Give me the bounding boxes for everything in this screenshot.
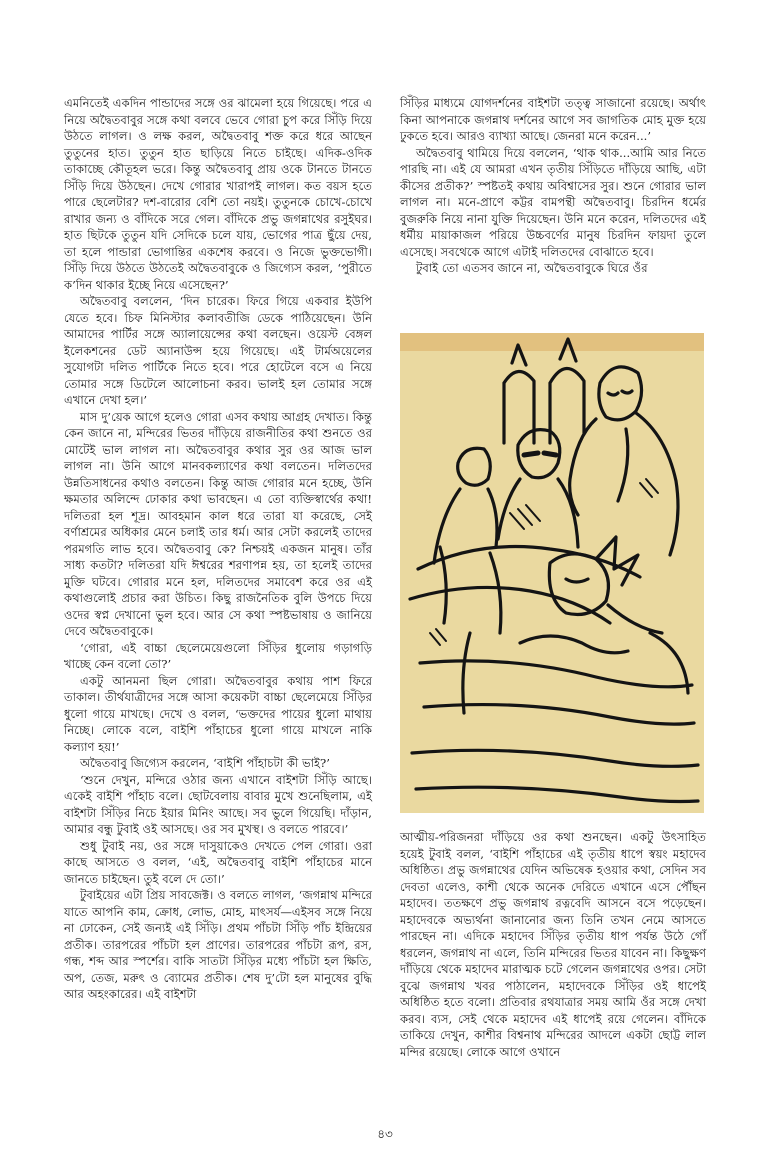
paragraph: টুবাইয়ের এটা প্রিয় সাবজেক্ট। ও বলতে লাগল, ‘জগন্নাথ মন্দিরে যাতে আপনি কাম, ক্রোধ, লোভ, মোহ, মাৎসর্য—এইসব সঙ্গে নিয়ে না ঢোকেন, সেই জন্যই এই সিঁড়ি। প্রথম পাঁচটা সিঁড়ি পাঁচ ইন্দ্রিয়ের প্রতীক। তারপরের পাঁচটা হল প্রাণের। তারপরের পাঁচটা রূপ, রস, গন্ধ, শব্দ আর স্পর্শের। বাকি সাতটা সিঁড়ির মধ্যে পাঁচটা হল ক্ষিতি, অপ, তেজ, মরুৎ ও ব্যোমের প্রতীক। শেষ দু’টো হল মানুষের বুদ্ধি আর অহংকারের। এই বাইশটা — [64, 888, 372, 1001]
paragraph: টুবাই তো এতসব জানে না, অদ্বৈতবাবুকে ঘিরে ওঁর — [416, 261, 648, 275]
page-number: ৪৩ — [377, 1127, 393, 1141]
article-column-right-top — [400, 95, 706, 277]
article-column-right-bottom — [400, 829, 706, 1060]
paragraph: অদ্বৈতবাবু জিগ্যেস করলেন, ‘বাইশি পাঁহাচটা কী ভাই?’ — [80, 756, 330, 770]
paragraph: অদ্বৈতবাবু থামিয়ে দিয়ে বললেন, ‘থাক থাক...আমি আর নিতে পারছি না। এই যে আমরা এখন তৃতীয় সিঁড়িতে দাঁড়িয়ে আছি, এটা কীসের প্রতীক?’ স্পষ্টতই কথায় অবিশ্বাসের সুর। শুনে গোরার ভাল লাগল না। মনে-প্রাণে কট্টর বামপন্থী অদ্বৈতবাবু। চিরদিন ধর্মের বুজরুকি নিয়ে নানা যুক্তি দিয়েছেন। উনি মনে করেন, দলিতদের এই ধর্মীয় মায়াকাজল পরিয়ে উচ্চবর্ণের মানুষ চিরদিন ফায়দা তুলে এসেছে। সবথেকে আগে এটাই দলিতদের বোঝাতে হবে। — [400, 145, 706, 259]
article-column-left — [64, 95, 372, 1003]
paragraph: শুধু টুবাই নয়, ওর সঙ্গে দাসুয়াকেও দেখতে পেল গোরা। ওরা কাছে আসতে ও বলল, ‘এই, অদ্বৈতবাবু বাইশি পাঁহাচের মানে জানতে চাইছেন। তুই বলে দে তো।’ — [64, 838, 372, 886]
ink-drawing-temple-steps — [400, 333, 704, 813]
paragraph: আত্মীয়-পরিজনরা দাঁড়িয়ে ওর কথা শুনছেন। একটু উৎসাহিত হয়েই টুবাই বলল, ‘বাইশি পাঁহাচের এই তৃতীয় ধাপে স্বয়ং মহাদেব অধিষ্ঠিত। প্রভু জগন্নাথের যেদিন অভিষেক হওয়ার কথা, সেদিন সব দেবতা এলেও, কাশী থেকে অনেক দেরিতে এখানে এসে পৌঁছন মহাদেব। ততক্ষণে প্রভু জগন্নাথ রত্নবেদি আসনে বসে পড়েছেন। মহাদেবকে অভ্যর্থনা জানানোর জন্য তিনি তখন নেমে আসতে পারছেন না। এদিকে মহাদেব সিঁড়ির তৃতীয় ধাপ পর্যন্ত উঠে গোঁ ধরলেন, জগন্নাথ না এলে, তিনি মন্দিরের ভিতর যাবেন না। কিছুক্ষণ দাঁড়িয়ে থেকে মহাদেব মারাত্মক চটে গেলেন জগন্নাথের ওপর। সেটা বুঝে জগন্নাথ খবর পাঠালেন, মহাদেবকে সিঁড়ির ওই ধাপেই অধিষ্ঠিত হতে বলো। প্রতিবার রথযাত্রার সময় আমি ওঁর সঙ্গে দেখা করব। ব্যস, সেই থেকে মহাদেব এই ধাপেই রয়ে গেলেন। বাঁদিকে তাকিয়ে দেখুন, কাশীর বিশ্বনাথ মন্দিরের আদলে একটা ছোট্ট লাল মন্দির রয়েছে। লোকে আগে ওখানে — [400, 830, 706, 1059]
paragraph: ‘গোরা, এই বাচ্চা ছেলেমেয়েগুলো সিঁড়ির ধুলোয় গড়াগড়ি খাচ্ছে কেন বলো তো?’ — [64, 640, 372, 671]
paragraph: ‘শুনে দেখুন, মন্দিরে ওঠার জন্য এখানে বাইশটা সিঁড়ি আছে। একেই বাইশি পাঁহাচ বলে। ছোটবেলায় বাবার মুখে শুনেছিলাম, এই বাইশটা সিঁড়ির নিচে ইয়ার মিনিং আছে। সব ভুলে গিয়েছি। দাঁড়ান, আমার বন্ধু টুবাই ওই আসছে। ওর সব মুখস্থ। ও বলতে পারবে।’ — [64, 772, 372, 836]
paragraph: মাস দু’য়েক আগে হলেও গোরা এসব কথায় আগ্রহ দেখাত। কিন্তু কেন জানে না, মন্দিরের ভিতর দাঁড়িয়ে রাজনীতির কথা শুনতে ওর মোটেই ভাল লাগল না। অদ্বৈতবাবুর কথার সুর ওর আজ ভাল লাগল না। উনি আগে মানবকল্যাণের কথা বলতেন। দলিতদের উন্নতিসাধনের কথাও বলতেন। কিন্তু আজ গোরার মনে হচ্ছে, উনি ক্ষমতার অলিন্দে ঢোকার কথা ভাবছেন। এ তো ব্যক্তিস্বার্থের কথা! দলিতরা হল শূদ্র। আবহমান কাল ধরে তারা যা করেছে, সেই বর্ণাশ্রমের অধিকার মেনে চলাই তার ধর্ম। আর সেটা করলেই তাদের পরমগতি লাভ হবে। অদ্বৈতবাবু কে? নিশ্চয়ই একজন মানুষ। তাঁর সাধ্য কতটা? দলিতরা যদি ঈশ্বরের শরণাপন্ন হয়, তা হলেই তাদের মুক্তি ঘটবে। গোরার মনে হল, দলিতদের সমাবেশ করে ওর এই কথাগুলোই প্রচার করা উচিত। কিছু রাজনৈতিক বুলি উপচে দিয়ে ওদের স্বপ্ন দেখানো ভুল হবে। আর সে কথা স্পষ্টভাষায় ও জানিয়ে দেবে অদ্বৈতবাবুকে। — [64, 409, 372, 638]
paragraph: অদ্বৈতবাবু বললেন, ‘দিন চারেক। ফিরে গিয়ে একবার ইউপি যেতে হবে। চিফ মিনিস্টার কলাবতীজি ডেকে পাঠিয়েছেন। উনি আমাদের পার্টির সঙ্গে অ্যালায়েন্সের কথা বলছেন। ওয়েস্ট বেঙ্গল ইলেকশনের ডেট অ্যানাউন্স হয়ে গিয়েছে। এই টার্মঅয়েলের সুযোগটা দলিত পার্টিকে নিতে হবে। পরে হোটেলে বসে এ নিয়ে তোমার সঙ্গে ডিটেলে আলোচনা করব। ভালই হল তোমার সঙ্গে এখানে দেখা হল।’ — [64, 294, 372, 407]
paragraph: সিঁড়ির মাধ্যমে যোগদর্শনের বাইশটা তত্ত্ব সাজানো রয়েছে। অর্থাৎ কিনা আপনাকে জগন্নাথ দর্শনের আগে সব জাগতিক মোহ মুক্ত হয়ে ঢুকতে হবে। আরও ব্যাখ্যা আছে। জেনরা মনে করেন...’ — [400, 96, 706, 143]
paragraph: এমনিতেই একদিন পান্ডাদের সঙ্গে ওর ঝামেলা হয়ে গিয়েছে। পরে এ নিয়ে অদ্বৈতবাবুর সঙ্গে কথা বলবে ভেবে গোরা চুপ করে সিঁড়ি দিয়ে উঠতে লাগল। ও লক্ষ করল, অদ্বৈতবাবু শক্ত করে ধরে আছেন তুতুনের হাত। তুতুন হাত ছাড়িয়ে নিতে চাইছে। এদিক-ওদিক তাকাচ্ছে কৌতূহল ভরে। কিন্তু অদ্বৈতবাবু প্রায় ওকে টানতে টানতে সিঁড়ি দিয়ে উঠছেন। দেখে গোরার খারাপই লাগল। কত বয়স হতে পারে ছেলেটার? দশ-বারোর বেশি তো নয়ই। তুতুনকে চোখে-চোখে রাখার জন্য ও বাঁদিকে সরে গেল। বাঁদিকে প্রভু জগন্নাথের রসুইঘর। হাত ছিটকে তুতুন যদি সেদিকে চলে যায়, ভোগের পাত্র ছুঁয়ে দেয়, তা হলে পান্ডারা ভোগান্তির একশেষ করবে। ও নিজে ভুক্তভোগী। সিঁড়ি দিয়ে উঠতে উঠতেই অদ্বৈতবাবুকে ও জিগ্যেস করল, ‘পুরীতে ক’দিন থাকার ইচ্ছে নিয়ে এসেছেন?’ — [64, 96, 372, 292]
paragraph: একটু আনমনা ছিল গোরা। অদ্বৈতবাবুর কথায় পাশ ফিরে তাকাল। তীর্থযাত্রীদের সঙ্গে আসা কয়েকটা বাচ্চা ছেলেমেয়ে সিঁড়ির ধুলো গায়ে মাখছে। দেখে ও বলল, ‘ভক্তদের পায়ের ধুলো মাথায় নিচ্ছে। লোকে বলে, বাইশি পাঁহাচের ধুলো গায়ে মাখলে নাকি কল্যাণ হয়!’ — [64, 673, 372, 754]
story-illustration — [400, 333, 704, 813]
